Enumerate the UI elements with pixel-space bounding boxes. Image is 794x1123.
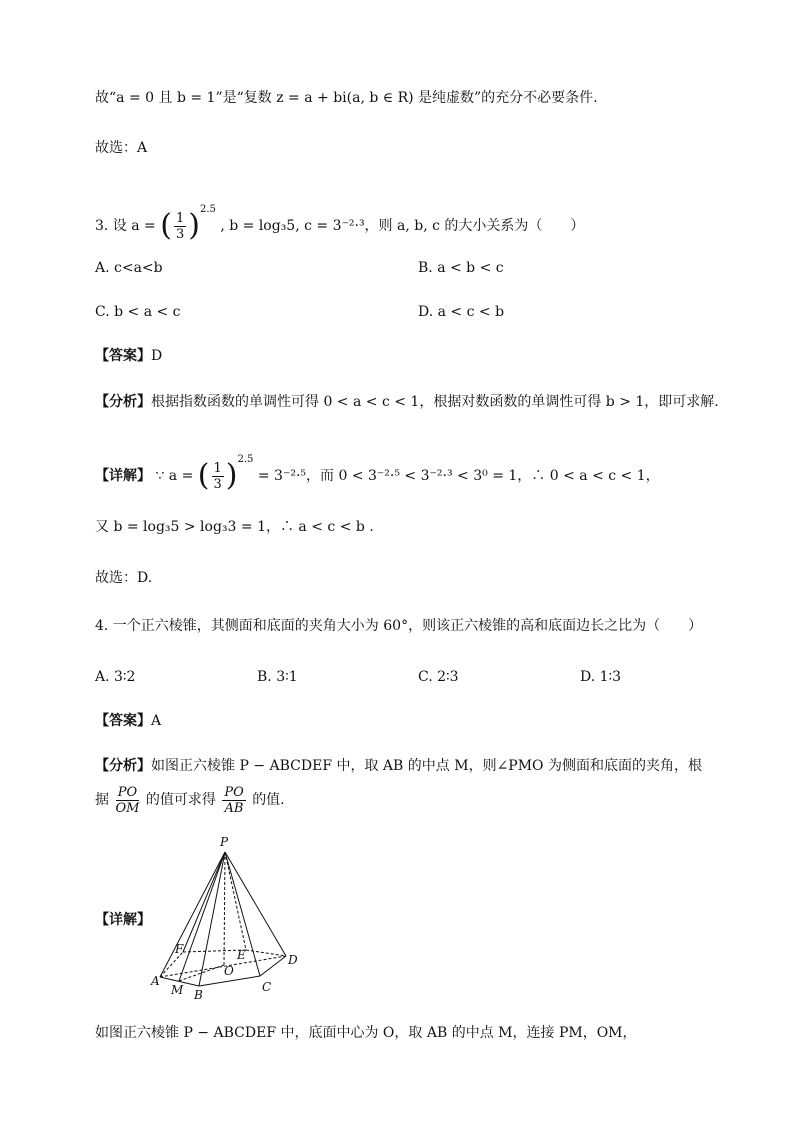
answer-3: 【答案】D (95, 348, 163, 364)
q4-option-d: D. 1∶3 (580, 669, 622, 685)
edge-PA (160, 852, 225, 977)
hexagonal-pyramid-diagram (148, 830, 318, 1005)
label-M: M (171, 983, 184, 997)
question-4: 4. 一个正六棱锥，其侧面和底面的夹角大小为 60°，则该正六棱锥的高和底面边长之比为（ ） (95, 618, 703, 634)
text-line: 故选：D. (95, 570, 153, 586)
label-E: E (237, 948, 246, 962)
q3-prefix: 3. 设 a = (95, 218, 156, 234)
analysis-3: 【分析】根据指数函数的单调性可得 0 < a < c < 1，根据对数函数的单调性可得 b > 1，即可求解. (95, 394, 719, 410)
text-line: 故选：A (95, 140, 148, 156)
edge-PB (199, 852, 225, 986)
label-O: O (224, 964, 234, 978)
fraction: $\frac{1}{3}$ (175, 210, 185, 242)
q3-option-c: C. b < a < c (95, 304, 181, 320)
label-D: D (288, 953, 298, 967)
text-line: 又 b = log₃5 > log₃3 = 1，∴ a < c < b . (95, 519, 374, 535)
edge-ED (246, 950, 286, 956)
edge-PF (183, 852, 225, 952)
analysis-4-cont: 据 $\frac{PO}{OM}$ 的值可求得 $\frac{PO}{AB}$ 的值. (95, 784, 285, 816)
text-line: 故“a = 0 且 b = 1”是“复数 z = a + bi(a, b ∈ R) 是纯虚数”的充分不必要条件. (95, 90, 598, 106)
diagonal-AD (160, 956, 286, 977)
label-B: B (194, 988, 203, 1002)
q3-rest: , b = log₃5, c = 3⁻²·³，则 a, b, c 的大小关系为（ ） (220, 218, 585, 234)
edge-CD (260, 956, 286, 976)
fraction: $\frac{1}{3}$ (213, 460, 222, 492)
edge-PE (225, 852, 246, 950)
q3-option-a: A. c<a<b (95, 260, 163, 276)
q3-option-d: D. a < c < b (418, 304, 505, 320)
label-F: F (175, 942, 184, 956)
text-line: 如图正六棱锥 P − ABCDEF 中，底面中心为 O，取 AB 的中点 M，连接 PM，OM， (95, 1025, 637, 1041)
fraction: $\frac{PO}{OM}$ (115, 784, 140, 816)
q4-option-c: C. 2∶3 (418, 669, 459, 685)
segment-PM (179, 852, 225, 981)
pyramid-figure (148, 830, 318, 1005)
answer-4: 【答案】A (95, 713, 162, 729)
label-C: C (262, 980, 272, 994)
fraction: $\frac{PO}{AB}$ (224, 784, 244, 816)
detail-3: 【详解】 ∵ a = ( $\frac{1}{3}$ )$^{2.5}$ = 3⁻²·⁵，而 0 < 3⁻²·⁵ < 3⁻²·³ < 3⁰ = 1，∴ 0 < a < c < 1， (95, 454, 660, 493)
edge-PD (225, 852, 286, 956)
segment-PO (224, 852, 225, 965)
analysis-4: 【分析】如图正六棱锥 P − ABCDEF 中，取 AB 的中点 M，则∠PMO 为侧面和底面的夹角，根 (95, 758, 702, 774)
question-3: 3. 设 a = ( $\frac{1}{3}$ )$^{2.5}$ , b = log₃5, c = 3⁻²·³，则 a, b, c 的大小关系为（ ） (95, 204, 585, 243)
label-P: P (220, 835, 229, 849)
q4-option-b: B. 3∶1 (257, 669, 298, 685)
detail-4: 【详解】 (95, 912, 151, 928)
label-A: A (151, 974, 160, 988)
q3-option-b: B. a < b < c (418, 260, 504, 276)
q4-option-a: A. 3∶2 (95, 669, 136, 685)
